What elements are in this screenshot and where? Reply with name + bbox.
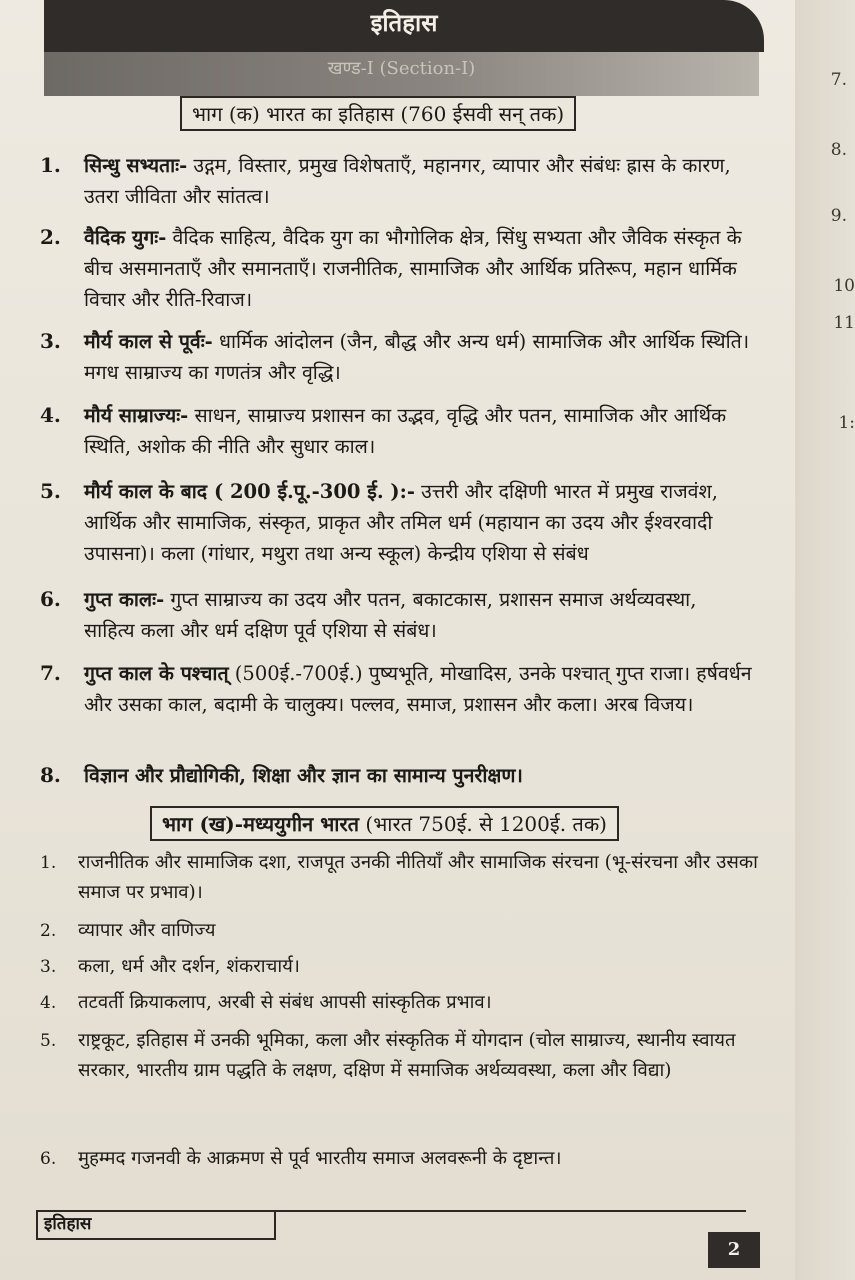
item-number: 6. bbox=[40, 1149, 57, 1169]
facing-number: 7. bbox=[830, 70, 847, 90]
item-number: 2. bbox=[40, 921, 57, 941]
list-item bbox=[40, 326, 752, 388]
list-item bbox=[40, 1026, 760, 1086]
item-heading: सिन्धु सभ्यताः- bbox=[84, 154, 188, 177]
list-item bbox=[40, 916, 760, 946]
page-number: 2 bbox=[708, 1232, 760, 1268]
list-item bbox=[40, 658, 752, 720]
list-item bbox=[40, 988, 760, 1018]
facing-number: 8. bbox=[830, 140, 847, 160]
item-number: 8. bbox=[40, 763, 61, 787]
item-text: (500ई.-700ई.) पुष्यभूति, मोखादिस, उनके पश्चात् गुप्त राजा। हर्षवर्धन और उसका काल, बदामी के चालुक्य। पल्लव, समाज, प्रशासन और कला। अरब विजय। bbox=[84, 662, 752, 716]
item-number: 7. bbox=[40, 661, 61, 685]
item-heading: वैदिक युगः- bbox=[84, 226, 167, 249]
item-number: 4. bbox=[40, 993, 57, 1013]
list-item bbox=[40, 848, 760, 908]
list-item bbox=[40, 760, 752, 791]
facing-page-edge bbox=[795, 0, 855, 1280]
facing-number: 1: bbox=[838, 413, 855, 433]
item-number: 1. bbox=[40, 153, 61, 177]
item-heading: मौर्य साम्राज्यः- bbox=[84, 404, 189, 427]
list-item bbox=[40, 400, 752, 462]
facing-number: 10 bbox=[833, 276, 855, 296]
item-heading: विज्ञान और प्रौद्योगिकी, शिक्षा और ज्ञान का सामान्य पुनरीक्षण। bbox=[84, 764, 523, 787]
item-text: वैदिक साहित्य, वैदिक युग का भौगोलिक क्षेत्र, सिंधु सभ्यता और जैविक संस्कृत के बीच असमानताएँ और समानताएँ। राजनीतिक, सामाजिक और आर्थिक प्रतिरूप, महान धार्मिक विचार और रीति-रिवाज। bbox=[84, 226, 742, 311]
item-number: 3. bbox=[40, 957, 57, 977]
item-text: उत्तरी और दक्षिणी भारत में प्रमुख राजवंश, आर्थिक और सामाजिक, संस्कृत, प्राकृत और तमिल धर्म (महायान का उदय और ईश्वरवादी उपासना)। कला (गांधार, मथुरा तथा अन्य स्कूल) केन्द्रीय एशिया से संबंध bbox=[84, 480, 718, 565]
section-label: खण्ड-I (Section-I) bbox=[327, 58, 476, 79]
list-item bbox=[40, 476, 752, 569]
item-number: 5. bbox=[40, 1031, 57, 1051]
item-text: धार्मिक आंदोलन (जैन, बौद्ध और अन्य धर्म) सामाजिक और आर्थिक स्थिति। मगध साम्राज्य का गणतंत्र और वृद्धि। bbox=[84, 330, 750, 384]
item-number: 4. bbox=[40, 403, 61, 427]
item-text: गुप्त साम्राज्य का उदय और पतन, बकाटकास, प्रशासन समाज अर्थव्यवस्था, साहित्य कला और धर्म दक्षिण पूर्व एशिया से संबंध। bbox=[84, 588, 697, 642]
part-a-heading: भाग (क) भारत का इतिहास (760 ईसवी सन् तक) bbox=[180, 96, 576, 131]
page-title: इतिहास bbox=[370, 8, 438, 37]
item-heading: गुप्त कालः- bbox=[84, 588, 165, 611]
list-item bbox=[40, 150, 752, 212]
item-text: कला, धर्म और दर्शन, शंकराचार्य। bbox=[78, 956, 300, 977]
item-text: साधन, साम्राज्य प्रशासन का उद्भव, वृद्धि और पतन, सामाजिक और आर्थिक स्थिति, अशोक की नीति और सुधार काल। bbox=[84, 404, 727, 458]
part-b-heading bbox=[150, 806, 619, 841]
item-heading: मौर्य काल से पूर्वः- bbox=[84, 330, 213, 353]
item-text: राष्ट्रकूट, इतिहास में उनकी भूमिका, कला और संस्कृतिक में योगदान (चोल साम्राज्य, स्थानीय स्वायत सरकार, भारतीय ग्राम पद्धति के लक्षण, दक्षिण में समाजिक अर्थव्यवस्था, कला और विद्या) bbox=[78, 1030, 736, 1081]
item-heading: मौर्य काल के बाद ( 200 ई.पू.-300 ई. ):- bbox=[84, 480, 415, 503]
part-b-heading-title: भाग (ख)-मध्ययुगीन भारत bbox=[162, 812, 360, 836]
facing-number: 9. bbox=[830, 206, 847, 226]
item-number: 6. bbox=[40, 587, 61, 611]
list-item bbox=[40, 1144, 760, 1174]
item-number: 5. bbox=[40, 479, 61, 503]
item-number: 1. bbox=[40, 853, 57, 873]
list-item bbox=[40, 222, 752, 315]
list-item bbox=[40, 952, 760, 982]
facing-number: 11 bbox=[833, 313, 855, 333]
item-number: 3. bbox=[40, 329, 61, 353]
item-text: मुहम्मद गजनवी के आक्रमण से पूर्व भारतीय समाज अलवरूनी के दृष्टान्त। bbox=[78, 1148, 562, 1169]
item-text: राजनीतिक और सामाजिक दशा, राजपूत उनकी नीतियाँ और सामाजिक संरचना (भू-संरचना और उसका समाज पर प्रभाव)। bbox=[78, 852, 758, 903]
item-text: व्यापार और वाणिज्य bbox=[78, 920, 216, 941]
item-heading: गुप्त काल के पश्चात् bbox=[84, 662, 229, 685]
item-text: तटवर्ती क्रियाकलाप, अरबी से संबंध आपसी सांस्कृतिक प्रभाव। bbox=[78, 992, 492, 1013]
item-number: 2. bbox=[40, 225, 61, 249]
footer-label: इतिहास bbox=[36, 1212, 276, 1240]
part-b-heading-range: (भारत 750ई. से 1200ई. तक) bbox=[359, 812, 607, 836]
item-text: उद्गम, विस्तार, प्रमुख विशेषताएँ, महानगर, व्यापार और संबंधः ह्रास के कारण, उतरा जीविता और सांतत्व। bbox=[84, 154, 731, 208]
list-item bbox=[40, 584, 752, 646]
